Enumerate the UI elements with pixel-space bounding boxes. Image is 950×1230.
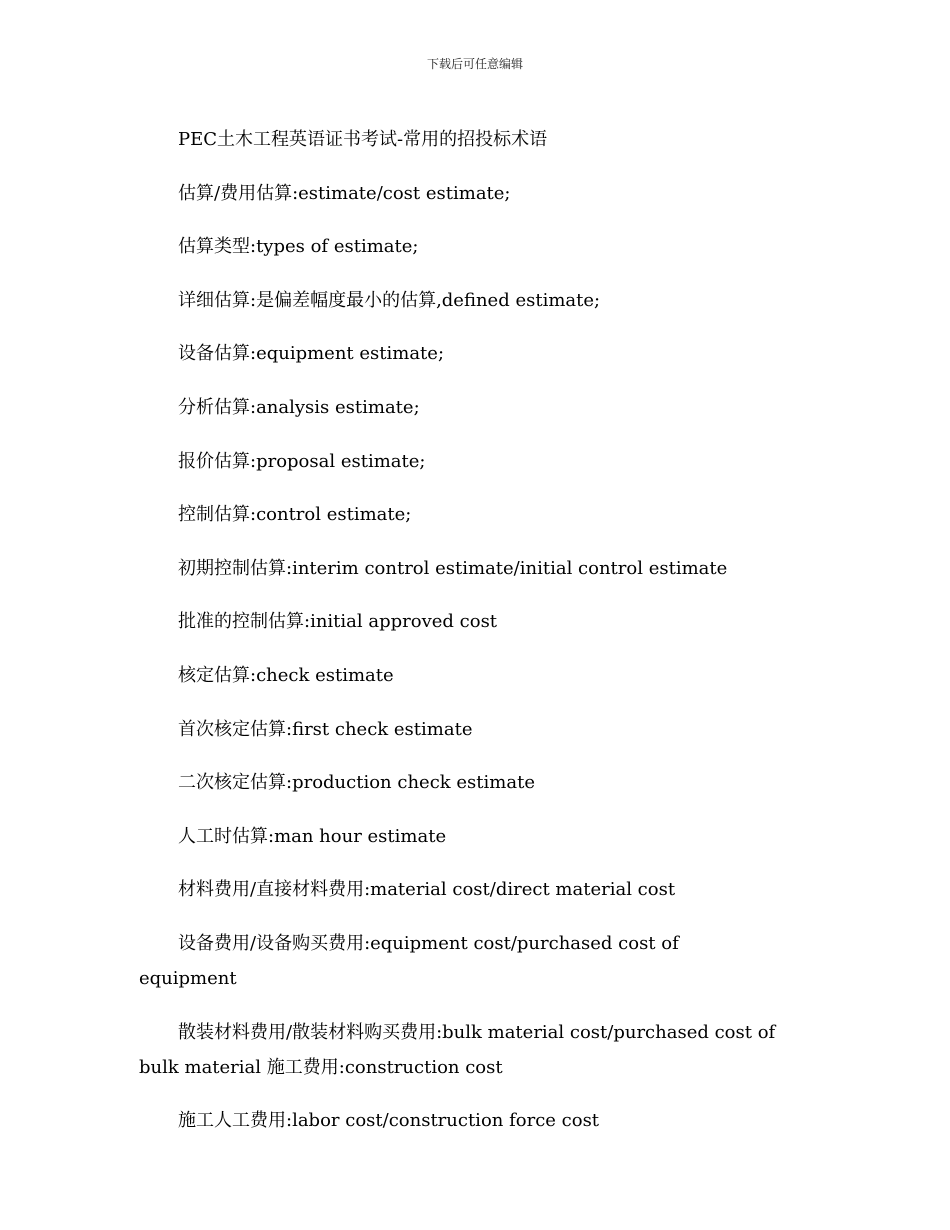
term-paragraph: 批准的控制估算:initial approved cost <box>178 611 498 633</box>
document-title: PEC土木工程英语证书考试-常用的招投标术语 <box>178 129 548 150</box>
term-paragraph: 报价估算:proposal estimate; <box>178 450 426 472</box>
term-paragraph: 施工人工费用:labor cost/construction force cost <box>178 1110 600 1132</box>
term-paragraph: 核定估算:check estimate <box>178 664 394 686</box>
term-paragraph: 控制估算:control estimate; <box>178 504 412 526</box>
term-paragraph: 估算类型:types of estimate; <box>178 236 419 258</box>
page-header: 下载后可任意编辑 <box>426 57 523 71</box>
term-paragraph: 分析估算:analysis estimate; <box>178 396 420 418</box>
term-paragraph: 散装材料费用/散装材料购买费用:bulk material cost/purchased cost of bulk material 施工费用:construction cost <box>139 1021 776 1078</box>
term-paragraph: 估算/费用估算:estimate/cost estimate; <box>178 182 511 204</box>
term-paragraph: 首次核定估算:first check estimate <box>178 718 473 740</box>
term-paragraph: 人工时估算:man hour estimate <box>178 825 447 847</box>
term-paragraph: 详细估算:是偏差幅度最小的估算,defined estimate; <box>178 289 601 311</box>
term-paragraph: 二次核定估算:production check estimate <box>178 772 535 794</box>
document-body <box>139 122 779 1157</box>
term-paragraph: 设备估算:equipment estimate; <box>178 343 445 365</box>
term-paragraph: 设备费用/设备购买费用:equipment cost/purchased cost of equipment <box>139 932 679 989</box>
term-paragraph: 初期控制估算:interim control estimate/initial control estimate <box>178 557 728 579</box>
term-paragraph: 材料费用/直接材料费用:material cost/direct material cost <box>178 879 676 901</box>
